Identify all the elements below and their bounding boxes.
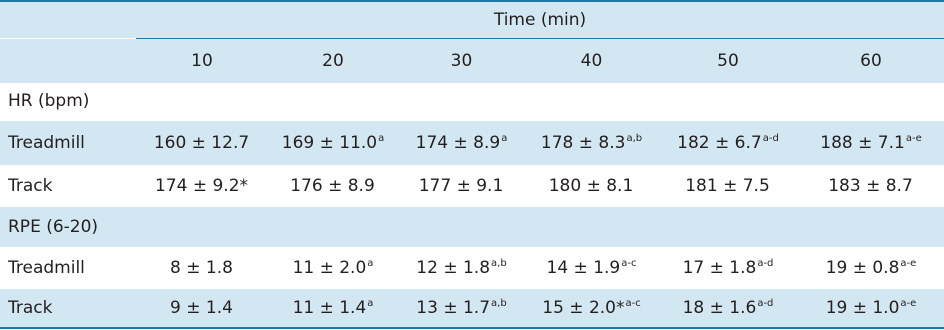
column-header: 60 <box>860 51 882 71</box>
table-cell: 160 ± 12.7 <box>153 133 250 153</box>
table-cell: $17 \pm 1.8^{a-d}$ <box>682 258 774 278</box>
table-cell: 174 ± 9.2* <box>154 176 249 196</box>
row-label: Treadmill <box>8 133 85 153</box>
section-title: RPE (6-20) <box>8 217 99 237</box>
column-header: 30 <box>450 51 473 71</box>
table-cell: 177 ± 9.1 <box>418 176 504 196</box>
section-title-row <box>0 207 944 247</box>
table-row <box>0 289 944 327</box>
table-cell: 169 ± 11.0$^a$ <box>281 133 385 153</box>
section-title-row <box>0 83 944 119</box>
row-label: Treadmill <box>8 258 85 278</box>
column-header: 50 <box>717 51 739 71</box>
table-cell: $14 \pm 1.9^{a-c}$ <box>546 258 637 278</box>
table-cell: $178 \pm 8.3^{a,b}$ <box>540 133 643 153</box>
table-row <box>0 121 944 165</box>
time-header: Time (min) <box>493 10 587 30</box>
column-header: 10 <box>191 51 213 71</box>
table-cell: 181 ± 7.5 <box>685 176 770 196</box>
table-cell: $12 \pm 1.8^{a,b}$ <box>416 258 507 278</box>
table-cell: 174 ± 8.9$^a$ <box>415 133 508 153</box>
table-cell: 11 ± 1.4$^a$ <box>292 298 374 318</box>
table-row <box>0 247 944 289</box>
table-cell: 15 ± 2.0*$^{a-c}$ <box>542 298 641 318</box>
table-row <box>0 165 944 207</box>
table-cell: 11 ± 2.0$^a$ <box>292 258 374 278</box>
table-cell: 183 ± 8.7 <box>828 176 913 196</box>
column-header: 20 <box>322 51 344 71</box>
header-columns-row <box>0 39 944 83</box>
table-cell: 8 ± 1.8 <box>170 258 233 278</box>
table-cell: 180 ± 8.1 <box>548 176 634 196</box>
table-cell: $19 \pm 0.8^{a-e}$ <box>825 258 917 278</box>
table-cell: $19 \pm 1.0^{a-e}$ <box>825 298 917 318</box>
column-header: 40 <box>580 51 603 71</box>
row-label: Track <box>8 298 53 318</box>
table-cell: 176 ± 8.9 <box>290 176 375 196</box>
section-title: HR (bpm) <box>8 91 90 111</box>
header-span-row <box>0 2 944 38</box>
table-cell: 9 ± 1.4 <box>170 298 233 318</box>
table-cell: $13 \pm 1.7^{a,b}$ <box>416 298 507 318</box>
table-cell: $18 \pm 1.6^{a-d}$ <box>682 298 774 318</box>
table-bottom-rule <box>0 327 944 329</box>
row-label: Track <box>8 176 53 196</box>
table-cell: $182 \pm 6.7^{a-d}$ <box>677 133 779 153</box>
table-cell: $188 \pm 7.1^{a-e}$ <box>820 133 922 153</box>
